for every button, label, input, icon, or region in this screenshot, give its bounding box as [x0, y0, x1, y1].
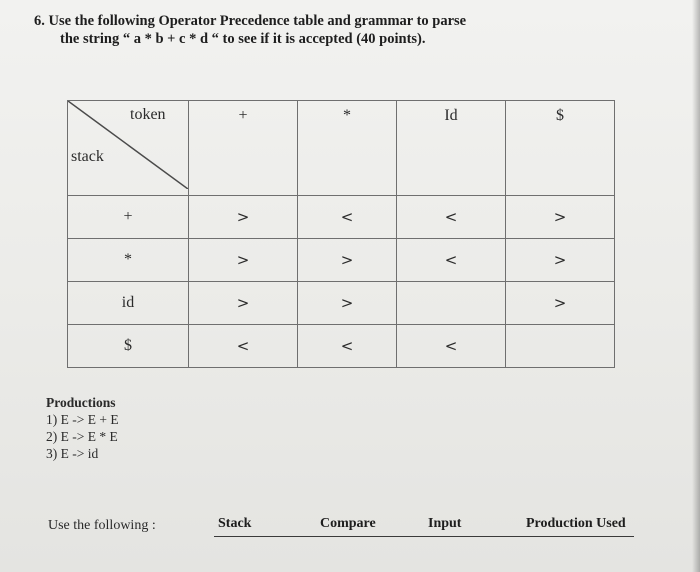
question-text [34, 12, 634, 48]
table-cell: > [506, 239, 615, 282]
column-header-id: Id [397, 101, 506, 196]
table-cell: > [189, 282, 298, 325]
production-item: 3) E -> id [46, 446, 99, 461]
table-corner-cell [68, 101, 189, 196]
table-cell: > [298, 239, 397, 282]
table-cell [397, 282, 506, 325]
table-header-row [68, 101, 615, 196]
question-line-2: the string “ a * b + c * d “ to see if it is accepted (40 points). [60, 31, 426, 47]
header-underline [214, 536, 634, 537]
table-cell: > [298, 282, 397, 325]
table-cell: < [397, 239, 506, 282]
table-cell: > [506, 196, 615, 239]
row-header-id: id [68, 282, 189, 325]
table-row [68, 196, 615, 239]
production-item: 1) E -> E + E [46, 412, 119, 427]
column-header-star: * [298, 101, 397, 196]
question-line-1: 6. Use the following Operator Precedence table and grammar to parse [34, 13, 467, 29]
use-following-label: Use the following : [48, 518, 156, 533]
parse-table-header [0, 514, 700, 544]
corner-diagonal [68, 101, 188, 189]
stack-column-label: Stack [218, 516, 252, 531]
table-row [68, 239, 615, 282]
page-shadow-edge [692, 0, 700, 572]
corner-stack-label: stack [71, 148, 104, 165]
table-row [68, 282, 615, 325]
table-cell: > [506, 282, 615, 325]
table-cell [506, 325, 615, 368]
table-cell: > [189, 196, 298, 239]
table-cell: < [298, 196, 397, 239]
row-header-star: * [68, 239, 189, 282]
production-item: 2) E -> E * E [46, 429, 118, 444]
table-row [68, 325, 615, 368]
input-column-label: Input [428, 516, 462, 531]
table-cell: < [189, 325, 298, 368]
corner-token-label: token [130, 106, 166, 123]
table-cell: < [397, 196, 506, 239]
compare-column-label: Compare [320, 516, 376, 531]
column-header-plus: + [189, 101, 298, 196]
column-header-dollar: $ [506, 101, 615, 196]
productions-title: Productions [46, 395, 116, 410]
row-header-plus: + [68, 196, 189, 239]
precedence-table [67, 100, 615, 368]
production-used-column-label: Production Used [526, 516, 626, 531]
table-cell: < [397, 325, 506, 368]
table-cell: > [189, 239, 298, 282]
productions-list [46, 394, 119, 462]
row-header-dollar: $ [68, 325, 189, 368]
table-cell: < [298, 325, 397, 368]
